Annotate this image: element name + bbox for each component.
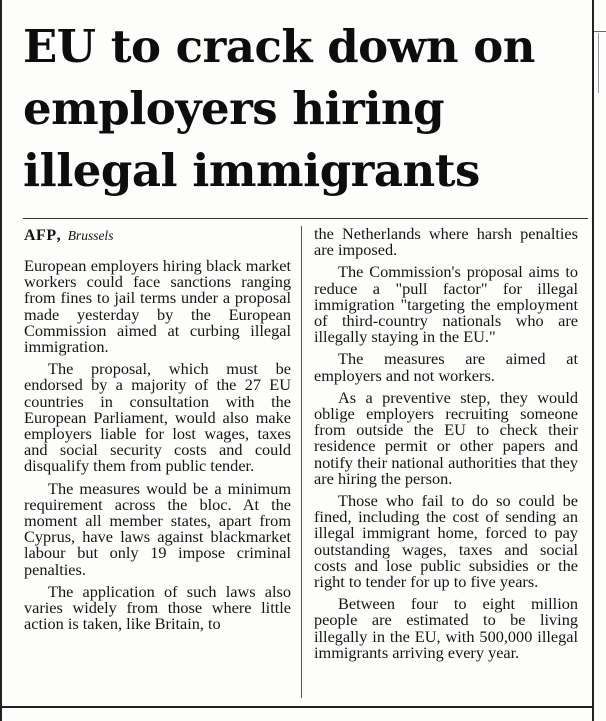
byline-dateline: Brussels xyxy=(67,228,114,243)
headline xyxy=(23,16,588,202)
adjacent-article-rule xyxy=(594,31,606,32)
paragraph-4-continued: the Netherlands where harsh penalties are imposed. xyxy=(314,224,578,260)
paragraph-3: The measures would be a minimum requirement across the bloc. At the moment all member states, apart from Cyprus, have laws against blackmarket labour but only 19 impose criminal penalties. xyxy=(24,478,291,579)
headline-line-2: employers hiring xyxy=(23,82,445,135)
byline-agency: AFP xyxy=(24,227,57,244)
paragraph-1: European employers hiring black market workers could face sanctions ranging from fines to jail terms under a proposal made yesterday by the European Commission aimed at curbing illegal immigration. xyxy=(24,256,291,357)
paragraph-8: Those who fail to do so could be fined, including the cost of sending an illegal immigrant home, forced to pay outstanding wages, taxes and social costs and lose public subsidies or the right to tender for up to five years. xyxy=(314,491,578,592)
column-divider xyxy=(301,226,302,698)
paragraph-4: The application of such laws also varies widely from those where little action is taken, like Britain, to xyxy=(24,581,291,634)
headline-line-1: EU to crack down on xyxy=(23,20,536,73)
paragraph-6: The measures are aimed at employers and not workers. xyxy=(314,349,578,385)
article-column-left xyxy=(24,226,291,638)
headline-line-3: illegal immigrants xyxy=(23,144,480,197)
headline-rule xyxy=(23,218,588,219)
left-border-rule xyxy=(0,0,2,721)
paragraph-5: The Commission's proposal aims to reduce a "pull factor" for illegal immigration "targeting the employment of third-country nationals who are illegally staying in the EU." xyxy=(314,262,578,347)
paragraph-2: The proposal, which must be endorsed by a majority of the 27 EU countries in consultation with the European Parliament, would also make employers liable for lost wages, taxes and social security costs and could disqualify them from public tender. xyxy=(24,359,291,476)
byline xyxy=(24,226,291,244)
article-column-right xyxy=(314,226,578,667)
paragraph-9: Between four to eight million people are estimated to be living illegally in the EU, with 500,000 illegal immigrants arriving every year. xyxy=(314,594,578,662)
bottom-border-rule xyxy=(0,706,594,708)
paragraph-7: As a preventive step, they would oblige employers recruiting someone from outside the EU to check their residence permit or other papers and notify their national authorities that they are hiring the person. xyxy=(314,387,578,488)
byline-separator: , xyxy=(56,227,61,244)
right-border-rule xyxy=(592,0,594,721)
adjacent-article-edge xyxy=(598,33,606,93)
